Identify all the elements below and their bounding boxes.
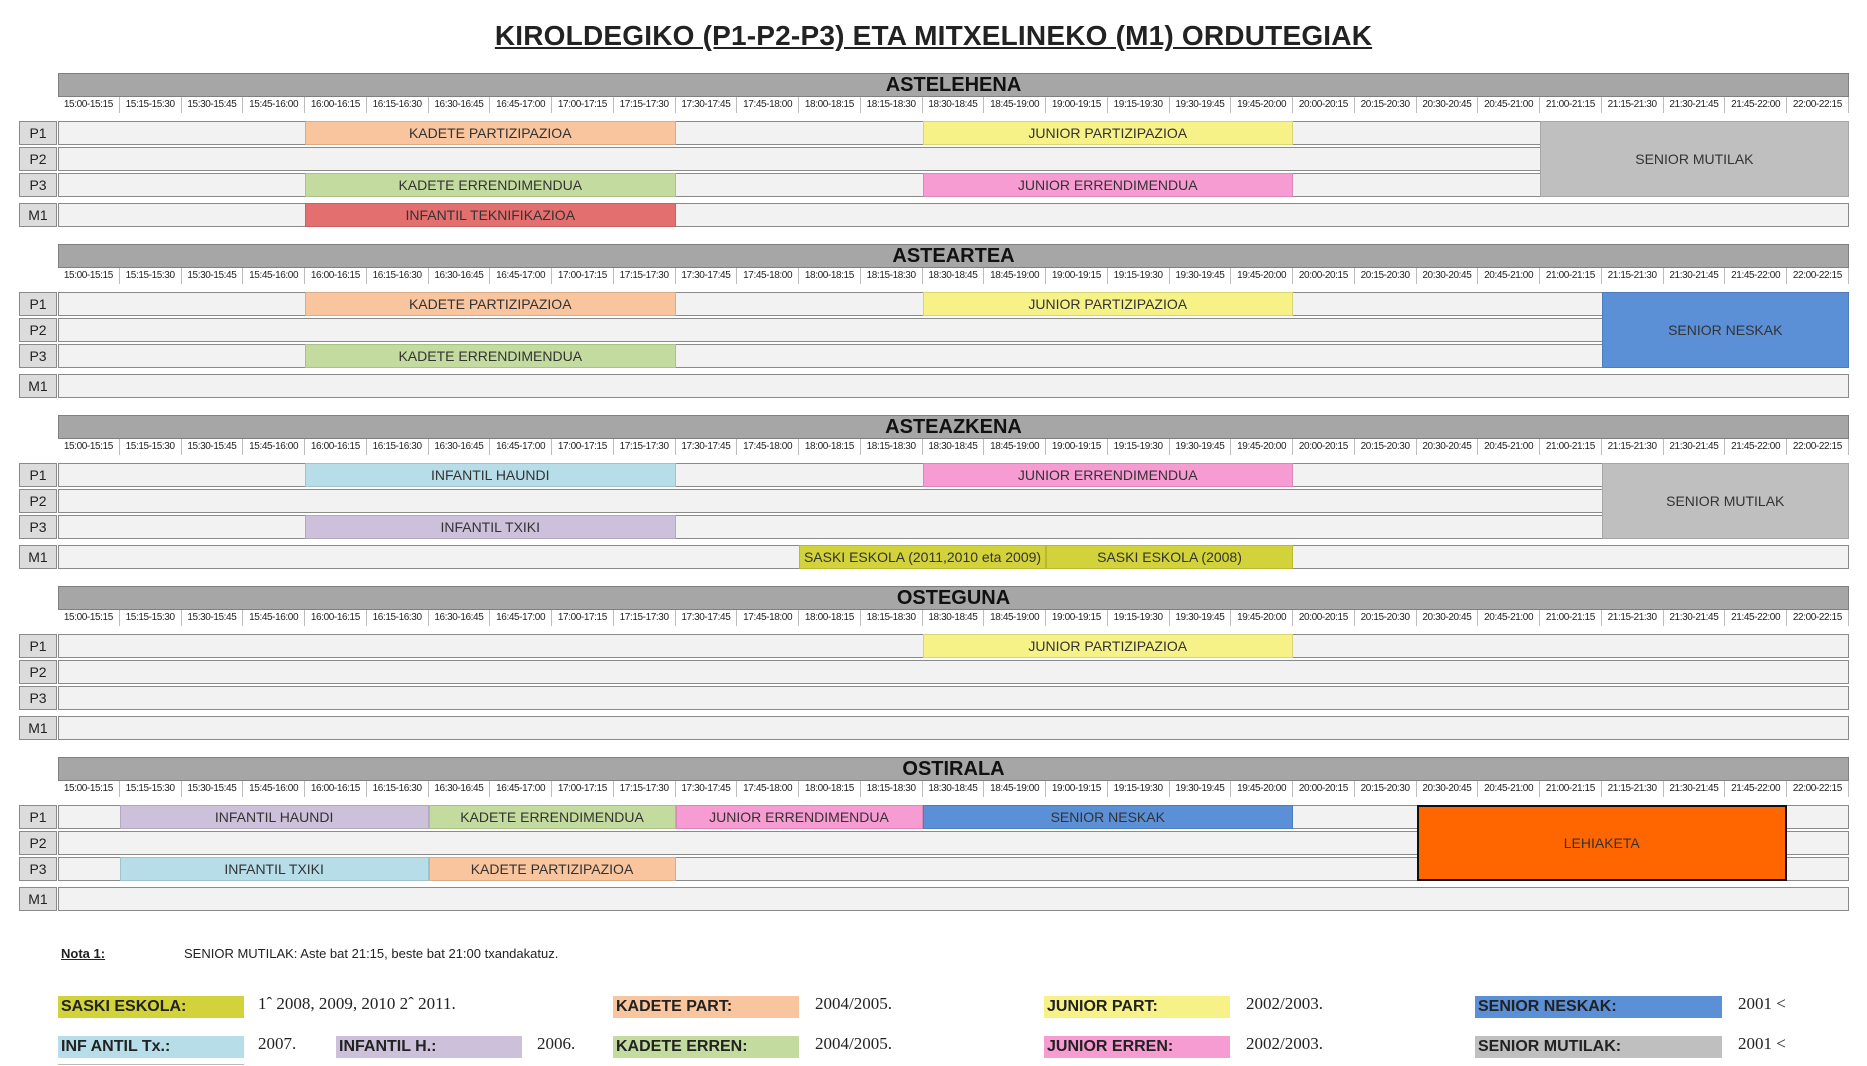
time-slot: 20:15-20:30 [1355,268,1417,284]
time-slot: 19:00-19:15 [1046,781,1108,797]
time-slot: 18:45-19:00 [984,439,1046,455]
time-slot: 21:45-22:00 [1725,439,1787,455]
time-slot: 20:30-20:45 [1417,781,1479,797]
time-slot: 17:30-17:45 [676,268,738,284]
time-slot: 21:45-22:00 [1725,268,1787,284]
time-slot: 21:00-21:15 [1540,268,1602,284]
schedule-block: SENIOR NESKAK [1602,292,1849,368]
day-header: ASTELEHENA [58,73,1849,97]
time-slot: 20:00-20:15 [1293,439,1355,455]
time-slot: 18:15-18:30 [861,439,923,455]
row-label-m1: M1 [19,545,57,569]
row-label-p2: P2 [19,831,57,855]
time-slot-row [58,97,1849,113]
schedule-block: SASKI ESKOLA (2008) [1046,545,1293,569]
time-slot: 21:00-21:15 [1540,439,1602,455]
row-label-m1: M1 [19,374,57,398]
row-label-p1: P1 [19,634,57,658]
time-slot: 15:15-15:30 [120,781,182,797]
legend-key: INFANTIL H.: [336,1036,522,1058]
legend-key: JUNIOR ERREN: [1044,1036,1230,1058]
time-slot: 21:30-21:45 [1664,268,1726,284]
time-slot: 19:15-19:30 [1108,268,1170,284]
time-slot: 21:15-21:30 [1602,97,1664,113]
time-slot: 18:45-19:00 [984,781,1046,797]
time-slot: 18:30-18:45 [923,97,985,113]
time-slot: 17:30-17:45 [676,610,738,626]
time-slot: 17:30-17:45 [676,439,738,455]
time-slot: 15:30-15:45 [182,610,244,626]
time-slot: 15:15-15:30 [120,97,182,113]
time-slot: 20:00-20:15 [1293,268,1355,284]
time-slot: 15:00-15:15 [58,97,120,113]
time-slot: 15:45-16:00 [243,439,305,455]
time-slot: 15:15-15:30 [120,610,182,626]
time-slot: 17:00-17:15 [552,610,614,626]
schedule-block: INFANTIL TXIKI [120,857,429,881]
time-slot: 21:45-22:00 [1725,97,1787,113]
row-label-m1: M1 [19,203,57,227]
time-slot: 19:00-19:15 [1046,610,1108,626]
row-label-p3: P3 [19,857,57,881]
note-text: SENIOR MUTILAK: Aste bat 21:15, beste bat 21:00 txandakatuz. [184,946,559,961]
time-slot: 22:00-22:15 [1787,781,1849,797]
schedule-block: INFANTIL TXIKI [305,515,676,539]
time-slot: 15:15-15:30 [120,268,182,284]
time-slot: 16:15-16:30 [367,439,429,455]
time-slot: 16:00-16:15 [305,97,367,113]
schedule-block: INFANTIL HAUNDI [120,805,429,829]
time-slot: 21:00-21:15 [1540,610,1602,626]
time-slot: 20:30-20:45 [1417,610,1479,626]
time-slot: 20:45-21:00 [1478,781,1540,797]
legend-value: 2004/2005. [815,1034,892,1053]
schedule-block: KADETE PARTIZIPAZIOA [305,121,676,145]
time-slot: 15:00-15:15 [58,268,120,284]
schedule-block: KADETE ERRENDIMENDUA [305,344,676,368]
legend-value: 2007. [258,1034,297,1053]
time-slot: 22:00-22:15 [1787,610,1849,626]
time-slot: 19:45-20:00 [1231,610,1293,626]
page-title: KIROLDEGIKO (P1-P2-P3) ETA MITXELINEKO (M1) ORDUTEGIAK [494,20,1373,51]
time-slot: 17:00-17:15 [552,97,614,113]
row-label-p1: P1 [19,121,57,145]
time-slot: 15:30-15:45 [182,439,244,455]
time-slot: 15:00-15:15 [58,439,120,455]
legend-key: KADETE PART: [613,996,799,1018]
time-slot: 15:45-16:00 [243,97,305,113]
schedule-block: JUNIOR PARTIZIPAZIOA [923,121,1294,145]
time-slot: 17:15-17:30 [614,610,676,626]
legend-value: 2006. [537,1034,576,1053]
schedule-block: SASKI ESKOLA (2011,2010 eta 2009) [799,545,1046,569]
schedule-block: JUNIOR PARTIZIPAZIOA [923,634,1294,658]
time-slot: 20:30-20:45 [1417,268,1479,284]
time-slot: 17:45-18:00 [737,610,799,626]
schedule-block: KADETE PARTIZIPAZIOA [305,292,676,316]
time-slot: 19:45-20:00 [1231,439,1293,455]
time-slot: 18:15-18:30 [861,268,923,284]
time-slot: 16:00-16:15 [305,268,367,284]
time-slot: 20:45-21:00 [1478,439,1540,455]
time-slot: 21:15-21:30 [1602,439,1664,455]
time-slot: 18:45-19:00 [984,268,1046,284]
time-slot: 15:15-15:30 [120,439,182,455]
divider [58,1064,244,1065]
time-slot: 21:30-21:45 [1664,610,1726,626]
time-slot: 20:00-20:15 [1293,610,1355,626]
time-slot: 17:45-18:00 [737,781,799,797]
time-slot: 19:00-19:15 [1046,97,1108,113]
row-label-p2: P2 [19,489,57,513]
time-slot: 18:00-18:15 [799,97,861,113]
time-slot: 16:15-16:30 [367,610,429,626]
time-slot: 20:00-20:15 [1293,97,1355,113]
legend-key: SENIOR NESKAK: [1475,996,1722,1018]
time-slot: 22:00-22:15 [1787,439,1849,455]
time-slot: 19:15-19:30 [1108,781,1170,797]
row-label-p3: P3 [19,686,57,710]
time-slot: 20:15-20:30 [1355,610,1417,626]
time-slot-row [58,268,1849,284]
time-slot: 17:15-17:30 [614,781,676,797]
time-slot: 16:00-16:15 [305,781,367,797]
time-slot: 19:30-19:45 [1170,439,1232,455]
row-label-p1: P1 [19,463,57,487]
schedule-block: JUNIOR ERRENDIMENDUA [676,805,923,829]
time-slot: 17:45-18:00 [737,97,799,113]
time-slot: 16:30-16:45 [429,97,491,113]
time-slot: 17:15-17:30 [614,439,676,455]
legend-value: 2001 < [1738,994,1786,1013]
time-slot: 16:30-16:45 [429,781,491,797]
row-track-p3 [58,686,1849,710]
time-slot: 17:15-17:30 [614,268,676,284]
time-slot: 20:15-20:30 [1355,439,1417,455]
schedule-block: KADETE ERRENDIMENDUA [305,173,676,197]
day-header: ASTEARTEA [58,244,1849,268]
time-slot: 21:15-21:30 [1602,781,1664,797]
schedule-block: JUNIOR ERRENDIMENDUA [923,463,1294,487]
time-slot: 18:00-18:15 [799,610,861,626]
time-slot-row [58,781,1849,797]
row-label-p1: P1 [19,292,57,316]
time-slot: 17:00-17:15 [552,781,614,797]
time-slot: 20:15-20:30 [1355,97,1417,113]
row-label-m1: M1 [19,716,57,740]
time-slot: 22:00-22:15 [1787,97,1849,113]
time-slot: 18:00-18:15 [799,268,861,284]
time-slot: 18:15-18:30 [861,97,923,113]
legend-key: SASKI ESKOLA: [58,996,244,1018]
time-slot: 15:30-15:45 [182,781,244,797]
row-label-p3: P3 [19,344,57,368]
time-slot: 17:15-17:30 [614,97,676,113]
legend-key: SENIOR MUTILAK: [1475,1036,1722,1058]
time-slot: 15:45-16:00 [243,610,305,626]
schedule-block: SENIOR NESKAK [923,805,1294,829]
legend-key: KADETE ERREN: [613,1036,799,1058]
row-track-p2 [58,660,1849,684]
time-slot: 15:00-15:15 [58,781,120,797]
time-slot: 21:30-21:45 [1664,781,1726,797]
time-slot: 19:45-20:00 [1231,781,1293,797]
time-slot: 17:30-17:45 [676,97,738,113]
time-slot: 16:00-16:15 [305,610,367,626]
time-slot: 21:15-21:30 [1602,268,1664,284]
row-track-p2 [58,489,1849,513]
row-label-p2: P2 [19,147,57,171]
schedule-block: KADETE ERRENDIMENDUA [429,805,676,829]
time-slot: 21:30-21:45 [1664,97,1726,113]
time-slot: 18:30-18:45 [923,781,985,797]
time-slot: 20:15-20:30 [1355,781,1417,797]
time-slot: 17:30-17:45 [676,781,738,797]
time-slot: 20:00-20:15 [1293,781,1355,797]
day-header: OSTEGUNA [58,586,1849,610]
time-slot: 19:45-20:00 [1231,268,1293,284]
time-slot: 19:15-19:30 [1108,610,1170,626]
time-slot: 17:00-17:15 [552,268,614,284]
time-slot: 20:30-20:45 [1417,97,1479,113]
time-slot-row [58,439,1849,455]
time-slot: 16:15-16:30 [367,268,429,284]
time-slot: 18:00-18:15 [799,439,861,455]
time-slot: 19:45-20:00 [1231,97,1293,113]
time-slot: 21:15-21:30 [1602,610,1664,626]
day-header: ASTEAZKENA [58,415,1849,439]
time-slot: 16:45-17:00 [490,439,552,455]
time-slot: 20:45-21:00 [1478,610,1540,626]
time-slot: 15:00-15:15 [58,610,120,626]
time-slot: 19:15-19:30 [1108,97,1170,113]
time-slot: 16:45-17:00 [490,97,552,113]
legend-key: INF ANTIL Tx.: [58,1036,244,1058]
schedule-block: LEHIAKETA [1417,805,1788,881]
time-slot: 19:30-19:45 [1170,97,1232,113]
time-slot: 19:30-19:45 [1170,610,1232,626]
row-label-m1: M1 [19,887,57,911]
time-slot: 18:30-18:45 [923,268,985,284]
time-slot: 22:00-22:15 [1787,268,1849,284]
row-label-p2: P2 [19,660,57,684]
time-slot: 19:15-19:30 [1108,439,1170,455]
schedule-block: SENIOR MUTILAK [1602,463,1849,539]
time-slot: 18:45-19:00 [984,610,1046,626]
row-label-p3: P3 [19,173,57,197]
time-slot: 20:30-20:45 [1417,439,1479,455]
time-slot: 21:45-22:00 [1725,610,1787,626]
time-slot: 16:15-16:30 [367,781,429,797]
time-slot: 16:00-16:15 [305,439,367,455]
time-slot: 18:30-18:45 [923,610,985,626]
legend-value: 2002/2003. [1246,994,1323,1013]
time-slot: 16:30-16:45 [429,610,491,626]
row-track-m1 [58,887,1849,911]
time-slot: 16:30-16:45 [429,268,491,284]
time-slot: 19:30-19:45 [1170,781,1232,797]
time-slot: 21:30-21:45 [1664,439,1726,455]
time-slot: 17:45-18:00 [737,439,799,455]
time-slot: 18:15-18:30 [861,610,923,626]
time-slot: 19:30-19:45 [1170,268,1232,284]
time-slot: 15:45-16:00 [243,268,305,284]
schedule-block: INFANTIL TEKNIFIKAZIOA [305,203,676,227]
schedule-block: JUNIOR PARTIZIPAZIOA [923,292,1294,316]
time-slot: 19:00-19:15 [1046,268,1108,284]
schedule-block: INFANTIL HAUNDI [305,463,676,487]
schedule-block: SENIOR MUTILAK [1540,121,1849,197]
time-slot: 21:45-22:00 [1725,781,1787,797]
time-slot-row [58,610,1849,626]
time-slot: 21:00-21:15 [1540,97,1602,113]
schedule-block: KADETE PARTIZIPAZIOA [429,857,676,881]
time-slot: 16:45-17:00 [490,610,552,626]
legend-value: 2002/2003. [1246,1034,1323,1053]
row-label-p1: P1 [19,805,57,829]
time-slot: 17:00-17:15 [552,439,614,455]
time-slot: 20:45-21:00 [1478,97,1540,113]
row-label-p3: P3 [19,515,57,539]
time-slot: 16:45-17:00 [490,781,552,797]
time-slot: 16:30-16:45 [429,439,491,455]
time-slot: 21:00-21:15 [1540,781,1602,797]
time-slot: 18:45-19:00 [984,97,1046,113]
row-track-m1 [58,374,1849,398]
time-slot: 15:30-15:45 [182,97,244,113]
time-slot: 20:45-21:00 [1478,268,1540,284]
time-slot: 18:30-18:45 [923,439,985,455]
time-slot: 19:00-19:15 [1046,439,1108,455]
legend-value: 2004/2005. [815,994,892,1013]
time-slot: 15:45-16:00 [243,781,305,797]
row-track-p2 [58,318,1849,342]
note-label: Nota 1: [61,946,106,961]
row-track-m1 [58,716,1849,740]
time-slot: 15:30-15:45 [182,268,244,284]
day-header: OSTIRALA [58,757,1849,781]
legend-value: 2001 < [1738,1034,1786,1053]
legend-value: 1ˆ 2008, 2009, 2010 2ˆ 2011. [258,994,456,1013]
row-label-p2: P2 [19,318,57,342]
time-slot: 18:15-18:30 [861,781,923,797]
time-slot: 16:15-16:30 [367,97,429,113]
legend-key: JUNIOR PART: [1044,996,1230,1018]
time-slot: 17:45-18:00 [737,268,799,284]
time-slot: 16:45-17:00 [490,268,552,284]
schedule-block: JUNIOR ERRENDIMENDUA [923,173,1294,197]
time-slot: 18:00-18:15 [799,781,861,797]
